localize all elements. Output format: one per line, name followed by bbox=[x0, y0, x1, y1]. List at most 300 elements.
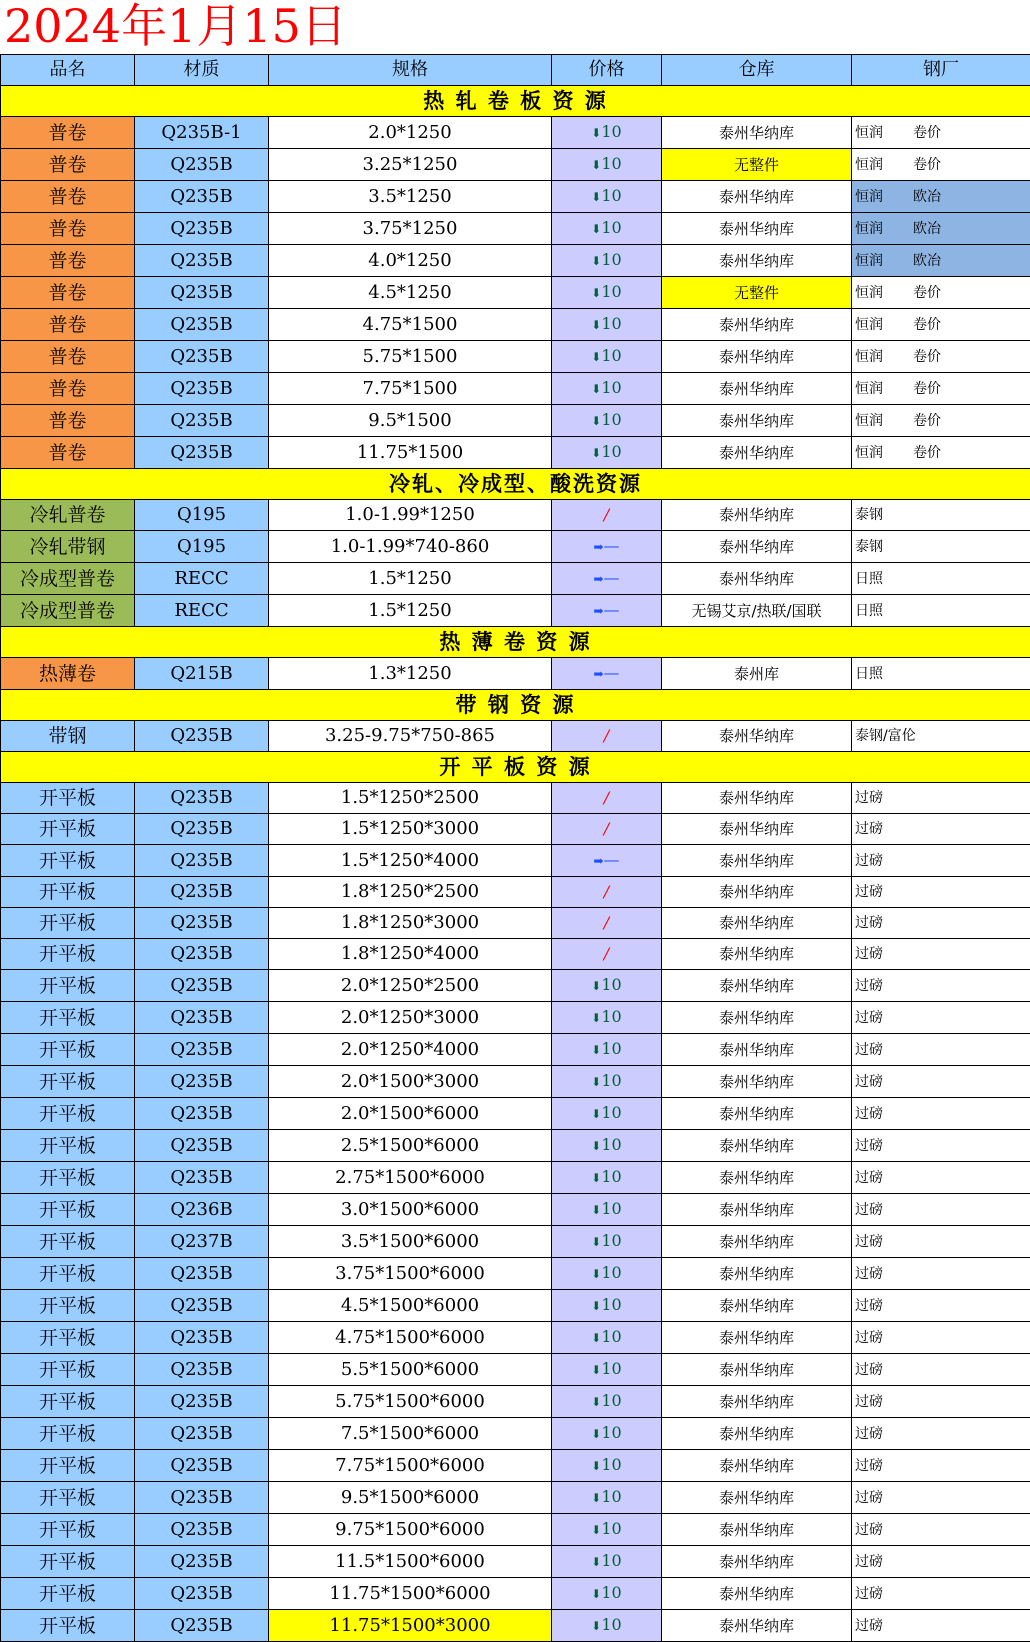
material-cell: Q237B bbox=[135, 1226, 269, 1258]
material-cell: Q235B bbox=[135, 405, 269, 437]
price-value: 10 bbox=[601, 1007, 621, 1026]
mill-cell bbox=[852, 1450, 1030, 1482]
spec-cell: 4.5*1250 bbox=[269, 277, 552, 309]
table-row bbox=[1, 783, 1030, 814]
mill-cell bbox=[852, 1610, 1030, 1642]
material-cell: Q235B bbox=[135, 908, 269, 939]
price-cell bbox=[552, 1482, 662, 1514]
mill-note: 卷价 bbox=[913, 125, 941, 141]
price-cell bbox=[552, 1290, 662, 1322]
mill-name: 过磅 bbox=[855, 908, 913, 938]
price-value: 10 bbox=[601, 1487, 621, 1506]
warehouse-cell: 泰州华纳库 bbox=[662, 245, 852, 277]
mill-name: 过磅 bbox=[855, 1323, 913, 1353]
product-name-cell: 冷成型普卷 bbox=[1, 595, 135, 627]
warehouse-cell: 泰州华纳库 bbox=[662, 1226, 852, 1258]
material-cell: Q235B bbox=[135, 149, 269, 181]
mill-name: 过磅 bbox=[855, 1483, 913, 1513]
mill-note: 卷价 bbox=[913, 317, 941, 333]
mill-cell bbox=[852, 1066, 1030, 1098]
table-row bbox=[1, 1290, 1030, 1322]
price-cell bbox=[552, 117, 662, 149]
warehouse-cell: 泰州华纳库 bbox=[662, 1386, 852, 1418]
warehouse-cell: 泰州华纳库 bbox=[662, 1066, 852, 1098]
mill-name: 过磅 bbox=[855, 971, 913, 1001]
spec-cell: 2.75*1500*6000 bbox=[269, 1162, 552, 1194]
mill-name: 恒润 bbox=[855, 374, 913, 404]
spec-cell: 2.0*1250*4000 bbox=[269, 1034, 552, 1066]
spec-cell: 5.5*1500*6000 bbox=[269, 1354, 552, 1386]
mill-cell bbox=[852, 1386, 1030, 1418]
warehouse-cell: 泰州华纳库 bbox=[662, 117, 852, 149]
mill-cell bbox=[852, 658, 1030, 690]
arrow-down-icon: ⬇ bbox=[591, 979, 601, 993]
table-row bbox=[1, 721, 1030, 752]
page-title: 2024年1月15日 bbox=[4, 0, 347, 52]
mill-cell bbox=[852, 500, 1030, 531]
spec-cell: 9.5*1500 bbox=[269, 405, 552, 437]
table-row bbox=[1, 1034, 1030, 1066]
arrow-down-icon: ⬇ bbox=[591, 1459, 601, 1473]
material-cell: Q235B bbox=[135, 783, 269, 814]
price-cell bbox=[552, 1258, 662, 1290]
price-value: — bbox=[604, 568, 620, 587]
material-cell: Q235B bbox=[135, 1034, 269, 1066]
mill-name: 恒润 bbox=[855, 438, 913, 468]
table-row bbox=[1, 1226, 1030, 1258]
mill-cell bbox=[852, 783, 1030, 814]
spec-cell: 1.8*1250*2500 bbox=[269, 877, 552, 908]
table-row bbox=[1, 814, 1030, 845]
material-cell: Q235B-1 bbox=[135, 117, 269, 149]
arrow-down-icon: ⬇ bbox=[591, 1267, 601, 1281]
price-cell bbox=[552, 1002, 662, 1034]
table-row bbox=[1, 1450, 1030, 1482]
product-name-cell: 开平板 bbox=[1, 1066, 135, 1098]
mill-cell bbox=[852, 373, 1030, 405]
price-value: 10 bbox=[601, 122, 621, 141]
table-row bbox=[1, 1578, 1030, 1610]
mill-cell bbox=[852, 877, 1030, 908]
price-cell bbox=[552, 213, 662, 245]
product-name-cell: 普卷 bbox=[1, 405, 135, 437]
mill-cell bbox=[852, 939, 1030, 970]
table-row bbox=[1, 1610, 1030, 1642]
mill-name: 过磅 bbox=[855, 1387, 913, 1417]
mill-name: 过磅 bbox=[855, 1131, 913, 1161]
spec-cell: 1.0-1.99*740-860 bbox=[269, 531, 552, 563]
arrow-right-icon: ➡ bbox=[593, 572, 603, 586]
product-name-cell: 开平板 bbox=[1, 1386, 135, 1418]
spec-cell: 3.5*1250 bbox=[269, 181, 552, 213]
table-row bbox=[1, 595, 1030, 627]
price-cell bbox=[552, 877, 662, 908]
product-name-cell: 热薄卷 bbox=[1, 658, 135, 690]
header-warehouse: 仓库 bbox=[662, 55, 852, 86]
material-cell: Q235B bbox=[135, 877, 269, 908]
price-value: 10 bbox=[601, 1103, 621, 1122]
mill-cell bbox=[852, 341, 1030, 373]
mill-name: 过磅 bbox=[855, 1451, 913, 1481]
material-cell: Q235B bbox=[135, 437, 269, 469]
material-cell: Q235B bbox=[135, 1386, 269, 1418]
mill-cell bbox=[852, 845, 1030, 877]
arrow-down-icon: ⬇ bbox=[591, 1619, 601, 1633]
arrow-down-icon: ⬇ bbox=[591, 222, 601, 236]
arrow-right-icon: ➡ bbox=[593, 667, 603, 681]
mill-note: 卷价 bbox=[913, 445, 941, 461]
warehouse-cell: 泰州华纳库 bbox=[662, 1482, 852, 1514]
price-cell bbox=[552, 1098, 662, 1130]
warehouse-cell: 无整件 bbox=[662, 149, 852, 181]
arrow-down-icon: ⬇ bbox=[591, 1491, 601, 1505]
table-row bbox=[1, 939, 1030, 970]
material-cell: Q235B bbox=[135, 1418, 269, 1450]
material-cell: Q235B bbox=[135, 1162, 269, 1194]
arrow-down-icon: ⬇ bbox=[591, 190, 601, 204]
price-value: 10 bbox=[601, 154, 621, 173]
warehouse-cell: 泰州华纳库 bbox=[662, 341, 852, 373]
table-row bbox=[1, 437, 1030, 469]
product-name-cell: 开平板 bbox=[1, 1418, 135, 1450]
price-cell bbox=[552, 1546, 662, 1578]
warehouse-cell: 泰州华纳库 bbox=[662, 814, 852, 845]
product-name-cell: 开平板 bbox=[1, 1450, 135, 1482]
product-name-cell: 冷轧带钢 bbox=[1, 531, 135, 563]
mill-cell bbox=[852, 531, 1030, 563]
price-cell bbox=[552, 1514, 662, 1546]
table-row bbox=[1, 1482, 1030, 1514]
spec-cell: 3.75*1500*6000 bbox=[269, 1258, 552, 1290]
price-value: 10 bbox=[601, 1263, 621, 1282]
material-cell: Q235B bbox=[135, 1354, 269, 1386]
price-cell bbox=[552, 783, 662, 814]
arrow-down-icon: ⬇ bbox=[591, 382, 601, 396]
price-value: 10 bbox=[601, 1359, 621, 1378]
product-name-cell: 开平板 bbox=[1, 1098, 135, 1130]
warehouse-cell: 泰州华纳库 bbox=[662, 1610, 852, 1642]
mill-note: 卷价 bbox=[913, 157, 941, 173]
price-cell bbox=[552, 1130, 662, 1162]
section-header bbox=[1, 627, 1030, 658]
price-cell bbox=[552, 658, 662, 690]
arrow-down-icon: ⬇ bbox=[591, 158, 601, 172]
material-cell: Q235B bbox=[135, 845, 269, 877]
product-name-cell: 开平板 bbox=[1, 939, 135, 970]
spec-cell: 1.5*1250*3000 bbox=[269, 814, 552, 845]
price-cell bbox=[552, 970, 662, 1002]
price-cell bbox=[552, 309, 662, 341]
warehouse-cell: 泰州华纳库 bbox=[662, 1450, 852, 1482]
warehouse-cell: 泰州华纳库 bbox=[662, 373, 852, 405]
price-value: 10 bbox=[601, 1455, 621, 1474]
table-row bbox=[1, 658, 1030, 690]
product-name-cell: 开平板 bbox=[1, 1290, 135, 1322]
mill-cell bbox=[852, 1354, 1030, 1386]
warehouse-cell: 泰州华纳库 bbox=[662, 1578, 852, 1610]
mill-cell bbox=[852, 1546, 1030, 1578]
material-cell: Q235B bbox=[135, 1002, 269, 1034]
spec-cell: 3.75*1250 bbox=[269, 213, 552, 245]
arrow-down-icon: ⬇ bbox=[591, 1011, 601, 1025]
material-cell: Q235B bbox=[135, 1482, 269, 1514]
warehouse-cell: 泰州华纳库 bbox=[662, 1258, 852, 1290]
section-header bbox=[1, 690, 1030, 721]
warehouse-cell: 泰州华纳库 bbox=[662, 1034, 852, 1066]
material-cell: Q235B bbox=[135, 309, 269, 341]
price-table bbox=[0, 54, 1030, 1642]
spec-cell: 9.5*1500*6000 bbox=[269, 1482, 552, 1514]
price-cell bbox=[552, 845, 662, 877]
arrow-down-icon: ⬇ bbox=[591, 1043, 601, 1057]
table-row bbox=[1, 1514, 1030, 1546]
warehouse-cell: 泰州华纳库 bbox=[662, 500, 852, 531]
material-cell: Q235B bbox=[135, 1258, 269, 1290]
section-header bbox=[1, 752, 1030, 783]
price-value: 10 bbox=[601, 250, 621, 269]
arrow-down-icon: ⬇ bbox=[591, 1555, 601, 1569]
table-row bbox=[1, 181, 1030, 213]
material-cell: Q235B bbox=[135, 1546, 269, 1578]
mill-cell bbox=[852, 277, 1030, 309]
warehouse-cell: 泰州华纳库 bbox=[662, 970, 852, 1002]
table-row bbox=[1, 1162, 1030, 1194]
arrow-down-icon: ⬇ bbox=[591, 1107, 601, 1121]
warehouse-cell: 泰州华纳库 bbox=[662, 1162, 852, 1194]
header-row bbox=[1, 55, 1030, 86]
price-value: 10 bbox=[601, 1327, 621, 1346]
spec-cell: 4.75*1500*6000 bbox=[269, 1322, 552, 1354]
header-material: 材质 bbox=[135, 55, 269, 86]
header-name: 品名 bbox=[1, 55, 135, 86]
price-cell bbox=[552, 341, 662, 373]
product-name-cell: 普卷 bbox=[1, 309, 135, 341]
warehouse-cell: 泰州华纳库 bbox=[662, 181, 852, 213]
warehouse-cell: 泰州华纳库 bbox=[662, 563, 852, 595]
product-name-cell: 普卷 bbox=[1, 277, 135, 309]
mill-name: 过磅 bbox=[855, 1579, 913, 1609]
product-name-cell: 开平板 bbox=[1, 970, 135, 1002]
warehouse-cell: 无锡艾京/热联/国联 bbox=[662, 595, 852, 627]
spec-cell: 4.75*1500 bbox=[269, 309, 552, 341]
price-cell bbox=[552, 595, 662, 627]
warehouse-cell: 泰州华纳库 bbox=[662, 877, 852, 908]
product-name-cell: 开平板 bbox=[1, 1162, 135, 1194]
mill-name: 恒润 bbox=[855, 150, 913, 180]
spec-cell: 3.5*1500*6000 bbox=[269, 1226, 552, 1258]
spec-cell: 1.5*1250 bbox=[269, 595, 552, 627]
product-name-cell: 开平板 bbox=[1, 783, 135, 814]
table-row bbox=[1, 1354, 1030, 1386]
arrow-down-icon: ⬇ bbox=[591, 1139, 601, 1153]
mill-cell bbox=[852, 563, 1030, 595]
spec-cell: 1.0-1.99*1250 bbox=[269, 500, 552, 531]
arrow-right-icon: ➡ bbox=[593, 604, 603, 618]
mill-name: 过磅 bbox=[855, 1067, 913, 1097]
table-row bbox=[1, 245, 1030, 277]
mill-name: 恒润 bbox=[855, 342, 913, 372]
mill-name: 过磅 bbox=[855, 939, 913, 969]
table-row bbox=[1, 1418, 1030, 1450]
table-row bbox=[1, 373, 1030, 405]
material-cell: Q235B bbox=[135, 181, 269, 213]
price-value: 10 bbox=[601, 378, 621, 397]
price-cell bbox=[552, 1322, 662, 1354]
mill-note: 欧冶 bbox=[913, 189, 941, 205]
arrow-down-icon: ⬇ bbox=[591, 414, 601, 428]
table-row bbox=[1, 908, 1030, 939]
mill-cell bbox=[852, 181, 1030, 213]
price-value: 10 bbox=[601, 1231, 621, 1250]
arrow-right-icon: ➡ bbox=[593, 540, 603, 554]
price-cell bbox=[552, 437, 662, 469]
mill-name: 恒润 bbox=[855, 214, 913, 244]
spec-cell: 2.0*1250 bbox=[269, 117, 552, 149]
mill-cell bbox=[852, 1258, 1030, 1290]
mill-name: 恒润 bbox=[855, 246, 913, 276]
table-row bbox=[1, 1546, 1030, 1578]
product-name-cell: 普卷 bbox=[1, 373, 135, 405]
warehouse-cell: 泰州华纳库 bbox=[662, 531, 852, 563]
header-mill: 钢厂 bbox=[852, 55, 1030, 86]
price-value: 10 bbox=[601, 1519, 621, 1538]
mill-name: 过磅 bbox=[855, 1611, 913, 1641]
warehouse-cell: 泰州华纳库 bbox=[662, 213, 852, 245]
arrow-down-icon: ⬇ bbox=[591, 1171, 601, 1185]
product-name-cell: 普卷 bbox=[1, 341, 135, 373]
spec-cell: 11.75*1500 bbox=[269, 437, 552, 469]
material-cell: Q235B bbox=[135, 1514, 269, 1546]
price-value: 10 bbox=[601, 1423, 621, 1442]
price-value: 10 bbox=[601, 1295, 621, 1314]
price-value: 10 bbox=[601, 1615, 621, 1634]
spec-cell: 7.5*1500*6000 bbox=[269, 1418, 552, 1450]
price-value: 10 bbox=[601, 1391, 621, 1410]
mill-cell bbox=[852, 1130, 1030, 1162]
product-name-cell: 开平板 bbox=[1, 1194, 135, 1226]
mill-name: 过磅 bbox=[855, 783, 913, 813]
spec-cell: 3.25*1250 bbox=[269, 149, 552, 181]
product-name-cell: 普卷 bbox=[1, 213, 135, 245]
material-cell: Q235B bbox=[135, 277, 269, 309]
section-header bbox=[1, 469, 1030, 500]
arrow-down-icon: ⬇ bbox=[591, 1523, 601, 1537]
price-cell bbox=[552, 1450, 662, 1482]
spec-cell: 2.5*1500*6000 bbox=[269, 1130, 552, 1162]
table-row bbox=[1, 1002, 1030, 1034]
mill-cell bbox=[852, 149, 1030, 181]
table-row bbox=[1, 1322, 1030, 1354]
price-value: 10 bbox=[601, 1071, 621, 1090]
spec-cell: 2.0*1500*3000 bbox=[269, 1066, 552, 1098]
mill-cell bbox=[852, 213, 1030, 245]
material-cell: Q236B bbox=[135, 1194, 269, 1226]
section-title: 冷轧、冷成型、酸洗资源 bbox=[1, 469, 1030, 500]
price-cell bbox=[552, 1194, 662, 1226]
arrow-down-icon: ⬇ bbox=[591, 1395, 601, 1409]
table-row bbox=[1, 970, 1030, 1002]
arrow-down-icon: ⬇ bbox=[591, 1075, 601, 1089]
price-value: 10 bbox=[601, 218, 621, 237]
material-cell: Q235B bbox=[135, 721, 269, 752]
price-cell bbox=[552, 181, 662, 213]
material-cell: Q235B bbox=[135, 1098, 269, 1130]
price-cell bbox=[552, 1354, 662, 1386]
spec-cell: 5.75*1500 bbox=[269, 341, 552, 373]
arrow-down-icon: ⬇ bbox=[591, 1331, 601, 1345]
price-cell bbox=[552, 1610, 662, 1642]
arrow-down-icon: ⬇ bbox=[591, 1235, 601, 1249]
price-value: 10 bbox=[601, 1135, 621, 1154]
spec-cell: 11.75*1500*6000 bbox=[269, 1578, 552, 1610]
product-name-cell: 普卷 bbox=[1, 245, 135, 277]
price-cell bbox=[552, 1386, 662, 1418]
price-cell bbox=[552, 939, 662, 970]
price-value: 10 bbox=[601, 1199, 621, 1218]
header-spec: 规格 bbox=[269, 55, 552, 86]
mill-cell bbox=[852, 1098, 1030, 1130]
price-cell bbox=[552, 908, 662, 939]
mill-cell bbox=[852, 908, 1030, 939]
arrow-down-icon: ⬇ bbox=[591, 126, 601, 140]
mill-name: 日照 bbox=[855, 564, 913, 594]
mill-cell bbox=[852, 1514, 1030, 1546]
table-row bbox=[1, 563, 1030, 595]
material-cell: Q235B bbox=[135, 1322, 269, 1354]
warehouse-cell: 泰州华纳库 bbox=[662, 1002, 852, 1034]
warehouse-cell: 泰州华纳库 bbox=[662, 1130, 852, 1162]
price-cell bbox=[552, 1578, 662, 1610]
mill-cell bbox=[852, 117, 1030, 149]
product-name-cell: 冷成型普卷 bbox=[1, 563, 135, 595]
price-cell bbox=[552, 373, 662, 405]
material-cell: Q235B bbox=[135, 1450, 269, 1482]
table-row bbox=[1, 149, 1030, 181]
material-cell: Q235B bbox=[135, 341, 269, 373]
spec-cell: 1.8*1250*3000 bbox=[269, 908, 552, 939]
mill-name: 过磅 bbox=[855, 877, 913, 907]
price-value: / bbox=[604, 505, 609, 524]
table-row bbox=[1, 1194, 1030, 1226]
mill-name: 恒润 bbox=[855, 310, 913, 340]
product-name-cell: 开平板 bbox=[1, 1130, 135, 1162]
warehouse-cell: 泰州华纳库 bbox=[662, 1418, 852, 1450]
mill-name: 过磅 bbox=[855, 1291, 913, 1321]
price-cell bbox=[552, 277, 662, 309]
mill-name: 过磅 bbox=[855, 1099, 913, 1129]
arrow-down-icon: ⬇ bbox=[591, 318, 601, 332]
material-cell: Q235B bbox=[135, 245, 269, 277]
mill-cell bbox=[852, 721, 1030, 752]
price-cell bbox=[552, 1418, 662, 1450]
price-value: / bbox=[604, 819, 609, 838]
spec-cell: 4.0*1250 bbox=[269, 245, 552, 277]
price-value: / bbox=[604, 788, 609, 807]
table-row bbox=[1, 1066, 1030, 1098]
mill-note: 卷价 bbox=[913, 285, 941, 301]
spec-cell: 1.5*1250*2500 bbox=[269, 783, 552, 814]
mill-name: 过磅 bbox=[855, 1355, 913, 1385]
mill-note: 卷价 bbox=[913, 349, 941, 365]
product-name-cell: 开平板 bbox=[1, 1546, 135, 1578]
spec-cell: 2.0*1250*3000 bbox=[269, 1002, 552, 1034]
mill-cell bbox=[852, 1226, 1030, 1258]
price-value: / bbox=[604, 726, 609, 745]
warehouse-cell: 泰州华纳库 bbox=[662, 309, 852, 341]
header-price: 价格 bbox=[552, 55, 662, 86]
table-row bbox=[1, 1098, 1030, 1130]
arrow-down-icon: ⬇ bbox=[591, 1587, 601, 1601]
